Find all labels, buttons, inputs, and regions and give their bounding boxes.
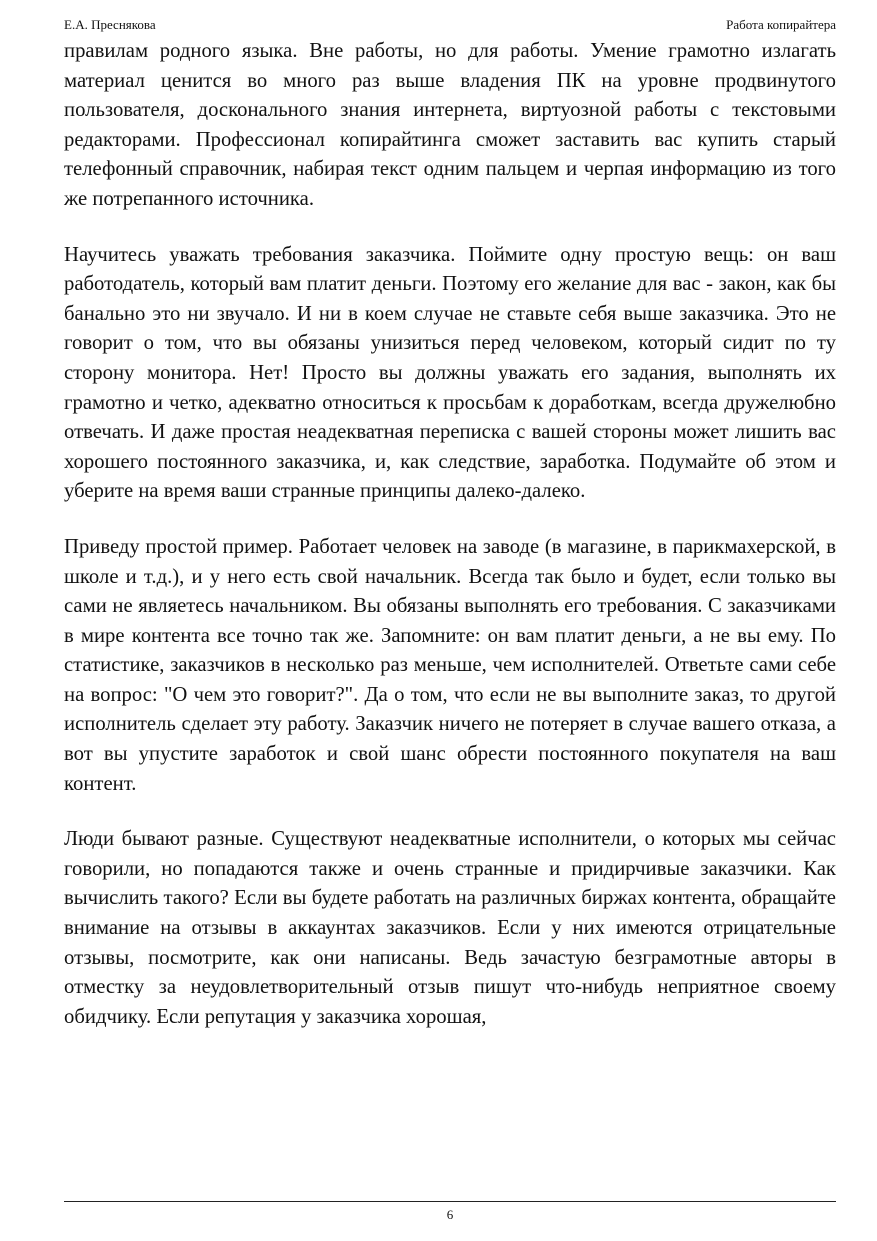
header-author: Е.А. Преснякова <box>64 17 156 32</box>
footer-divider <box>64 1201 836 1202</box>
page-header <box>64 16 836 34</box>
paragraph: Приведу простой пример. Работает человек на заводе (в магазине, в парикмахерской, в школе и т.д.), и у него есть свой начальник. Всегда так было и будет, если только вы сами не являетесь начальником. Вы обязаны выполнять его требования. С заказчиками в мире контента все точно так же. Запомните: он вам платит деньги, а не вы ему. По статистике, заказчиков в несколько раз меньше, чем исполнителей. Ответьте сами себе на вопрос: "О чем это говорит?". Да о том, что если не вы выполните заказ, то другой исполнитель сделает эту работу. Заказчик ничего не потеряет в случае вашего отказа, а вот вы упустите заработок и свой шанс обрести постоянного покупателя на ваш контент. <box>64 535 836 795</box>
paragraph: Научитесь уважать требования заказчика. Поймите одну простую вещь: он ваш работодатель, который вам платит деньги. Поэтому его желание для вас - закон, как бы банально это ни звучало. И ни в коем случае не ставьте себя выше заказчика. Это не говорит о том, что вы обязаны унизиться перед человеком, который сидит по ту сторону монитора. Нет! Просто вы должны уважать его задания, выполнять их грамотно и четко, адекватно относиться к просьбам к доработкам, всегда дружелюбно отвечать. И даже простая неадекватная переписка с вашей стороны может лишить вас хорошего постоянного заказчика, и, как следствие, заработка. Подумайте об этом и уберите на время ваши странные принципы далеко-далеко. <box>64 243 836 503</box>
paragraph: правилам родного языка. Вне работы, но для работы. Умение грамотно излагать материал ценится во много раз выше владения ПК на уровне продвинутого пользователя, досконального знания интернета, виртуозной работы с текстовыми редакторами. Профессионал копирайтинга сможет заставить вас купить старый телефонный справочник, набирая текст одним пальцем и черпая информацию из того же потрепанного источника. <box>64 40 836 210</box>
paragraph: Люди бывают разные. Существуют неадекватные исполнители, о которых мы сейчас говорили, но попадаются также и очень странные и придирчивые заказчики. Как вычислить такого? Если вы будете работать на различных биржах контента, обращайте внимание на отзывы в аккаунтах заказчиков. Если у них имеются отрицательные отзывы, посмотрите, как они написаны. Ведь зачастую безграмотные авторы в отместку за неудовлетворительный отзыв пишут что-нибудь неприятное своему обидчику. Если репутация у заказчика хорошая, <box>64 828 836 1028</box>
header-title: Работа копирайтера <box>726 17 836 32</box>
document-body <box>64 37 836 1058</box>
page-number: 6 <box>446 1207 454 1222</box>
